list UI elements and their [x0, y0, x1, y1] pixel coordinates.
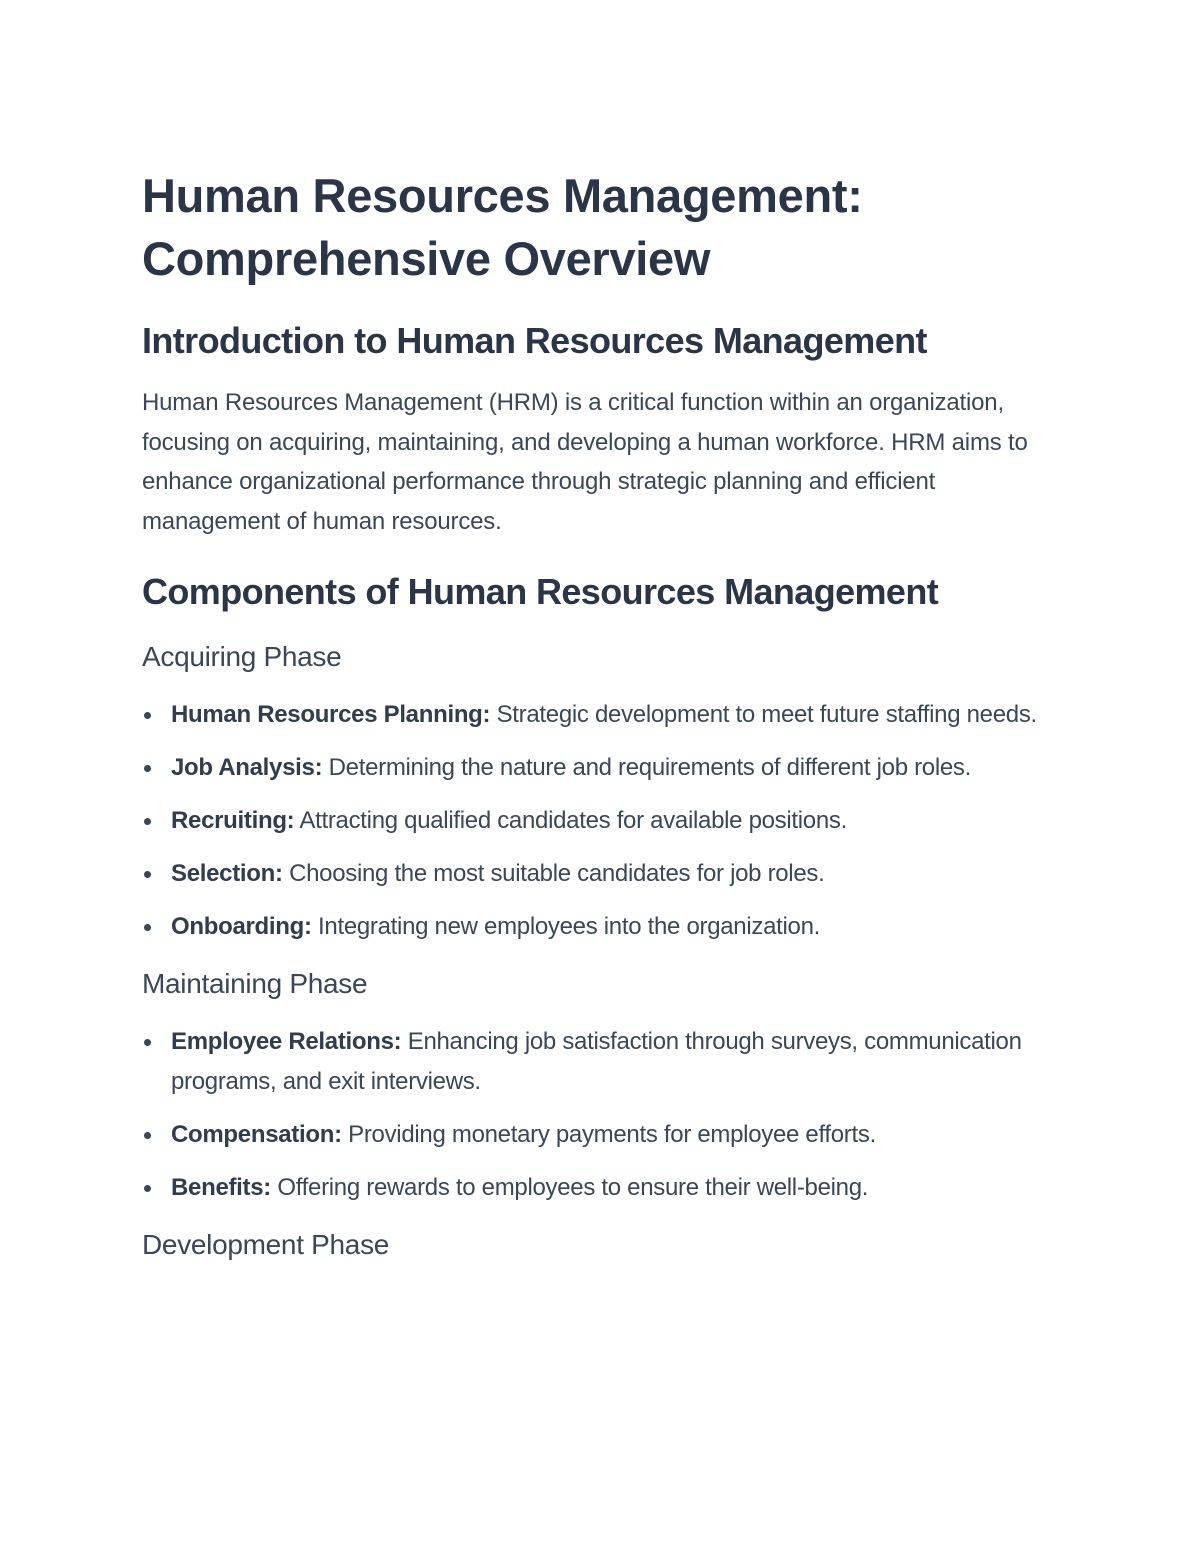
maintaining-phase-list — [142, 1022, 1062, 1208]
phase-heading-acquiring: Acquiring Phase — [142, 641, 342, 672]
item-term: Recruiting: — [171, 807, 295, 834]
bullet-icon — [144, 1132, 151, 1139]
intro-paragraph: Human Resources Management (HRM) is a critical function within an organization, focusing on acquiring, maintaining, and developing a human workforce. HRM aims to enhance organizational performance through strategic planning and efficient management of human resources. — [142, 389, 1028, 535]
item-description: Attracting qualified candidates for available positions. — [294, 807, 847, 834]
item-description: Enhancing job satisfaction through surveys, communication programs, and exit interviews. — [171, 1028, 1022, 1095]
bullet-icon — [144, 818, 151, 825]
item-term: Job Analysis: — [171, 754, 323, 781]
document-page — [142, 164, 1062, 1264]
bullet-icon — [144, 1185, 151, 1192]
item-description: Determining the nature and requirements of different job roles. — [322, 754, 971, 781]
bullet-icon — [144, 712, 151, 719]
item-term: Benefits: — [171, 1174, 271, 1201]
acquiring-phase-list — [142, 695, 1062, 947]
components-heading: Components of Human Resources Management — [142, 571, 939, 612]
phase-heading-development: Development Phase — [142, 1229, 390, 1260]
item-description: Providing monetary payments for employee efforts. — [341, 1121, 876, 1148]
bullet-icon — [144, 1039, 151, 1046]
list-item — [142, 801, 1062, 841]
list-item — [142, 748, 1062, 788]
item-term: Onboarding: — [171, 913, 312, 940]
list-item — [142, 695, 1062, 735]
list-item — [142, 1168, 1062, 1208]
item-description: Offering rewards to employees to ensure their well-being. — [270, 1174, 869, 1201]
bullet-icon — [144, 924, 151, 931]
document-title: Human Resources Management: Comprehensive Overview — [142, 169, 863, 285]
item-term: Selection: — [171, 860, 283, 887]
list-item — [142, 907, 1062, 947]
item-term: Employee Relations: — [171, 1028, 402, 1055]
item-description: Choosing the most suitable candidates for job roles. — [282, 860, 825, 887]
list-item — [142, 1115, 1062, 1155]
list-item — [142, 854, 1062, 894]
intro-heading: Introduction to Human Resources Management — [142, 320, 927, 361]
bullet-icon — [144, 765, 151, 772]
phase-heading-maintaining: Maintaining Phase — [142, 968, 368, 999]
bullet-icon — [144, 871, 151, 878]
item-term: Compensation: — [171, 1121, 342, 1148]
item-term: Human Resources Planning: — [171, 701, 491, 728]
item-description: Integrating new employees into the organization. — [311, 913, 820, 940]
item-description: Strategic development to meet future staffing needs. — [490, 701, 1037, 728]
list-item — [142, 1022, 1062, 1102]
